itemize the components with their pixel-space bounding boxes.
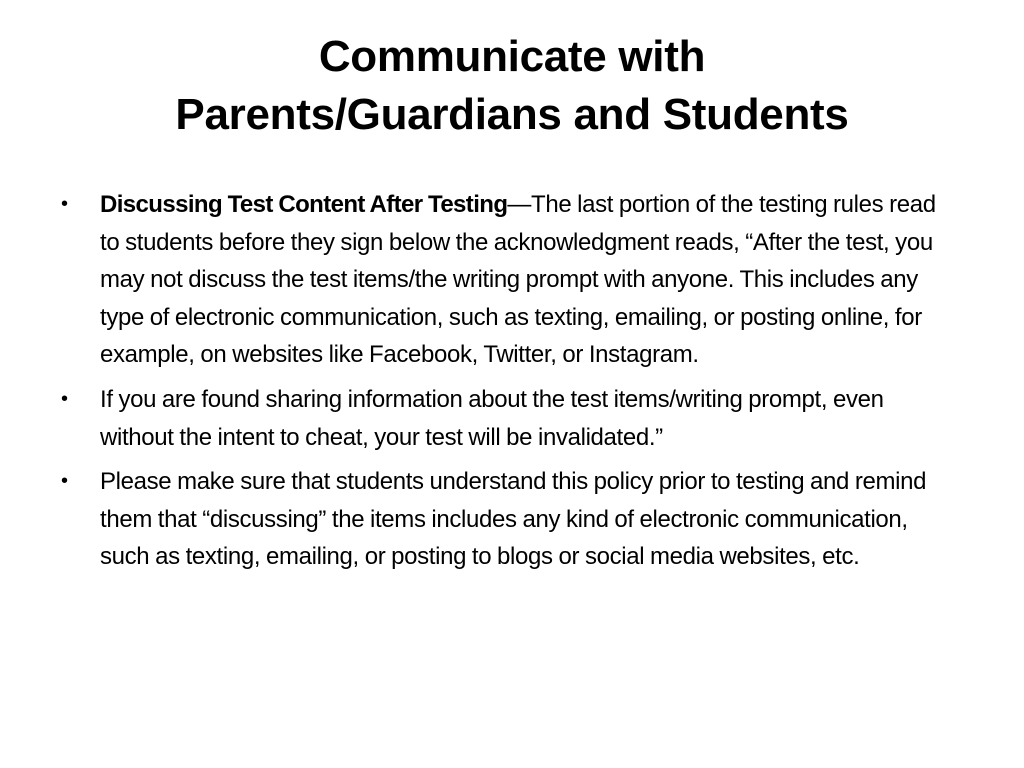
bullet-item-policy-reminder [58,463,958,576]
bullet-item-sharing-invalidated [58,381,958,456]
bullet-body-text: Please make sure that students understand this policy prior to testing and remind them that “discussing” the items includes any kind of electronic communication, such as texting, emailing, or posting to blogs or social media websites, etc. [100,468,927,571]
bullet-marker: • [61,387,68,410]
bullet-item-discussing-test-content [58,186,958,374]
slide-title-line-2: Parents/Guardians and Students [175,90,849,139]
bullet-marker: • [61,193,68,215]
slide-title-line-1: Communicate with [318,32,706,81]
slide-title [40,28,984,144]
bullet-body-text: —The last portion of the testing rules read to students before they sign below the acknowledgment reads, “After the test, you may not discuss the test items/the writing prompt with anyone. This includes any type of electronic communication, such as texting, emailing, or posting online, for example, on websites like Facebook, Twitter, or Instagram. [100,191,936,369]
bullet-body-text: If you are found sharing information about the test items/writing prompt, even without the intent to cheat, your test will be invalidated.” [100,385,884,451]
bullet-lead-text: Discussing Test Content After Testing [100,191,508,218]
bullet-marker: • [61,470,68,493]
bullet-list [58,186,958,583]
